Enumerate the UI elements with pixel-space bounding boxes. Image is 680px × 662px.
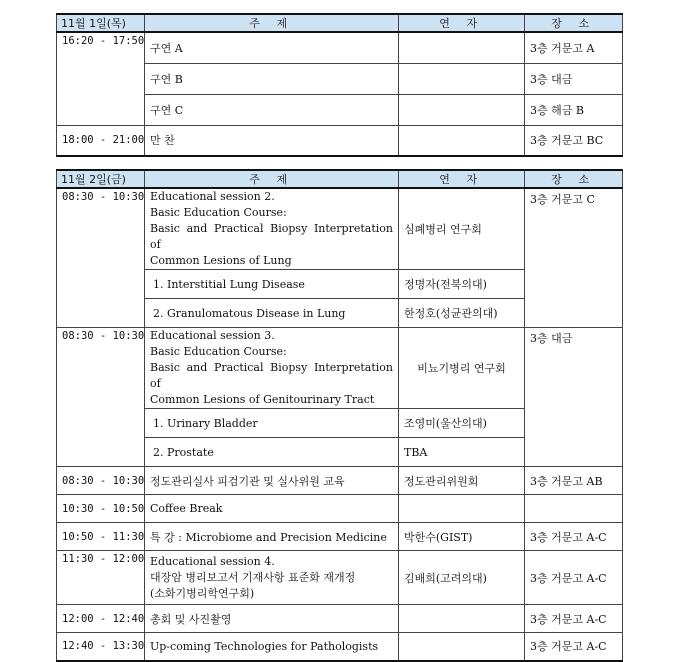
- speaker-cell: [399, 125, 525, 156]
- topic-cell: Coffee Break: [145, 495, 399, 523]
- speaker-cell: 심폐병리 연구회: [399, 188, 525, 270]
- speaker-cell: [399, 32, 525, 63]
- time-cell: 10:30 - 10:50: [57, 495, 145, 523]
- table-row: [57, 495, 623, 523]
- table-row: [57, 633, 623, 661]
- time-cell: 08:30 - 10:30: [57, 328, 145, 467]
- table-row: [57, 32, 623, 63]
- venue-cell: 3층 대금: [525, 328, 623, 467]
- speaker-header: 연 자: [399, 14, 525, 32]
- topic-line: Common Lesions of Genitourinary Tract: [150, 393, 375, 406]
- time-cell: 12:00 - 12:40: [57, 605, 145, 633]
- topic-cell: 1. Interstitial Lung Disease: [145, 270, 399, 299]
- session-topic-cell: [145, 551, 399, 605]
- topic-line: Educational session 4.: [150, 554, 275, 568]
- topic-cell: 만 찬: [145, 125, 399, 156]
- topic-cell: 1. Urinary Bladder: [145, 409, 399, 438]
- venue-cell: [525, 495, 623, 523]
- topic-line: Basic and Practical Biopsy Interpretation of: [150, 361, 393, 390]
- schedule-table-day1: [56, 13, 623, 157]
- speaker-cell: 정명자(전북의대): [399, 270, 525, 299]
- table-header: [57, 170, 623, 188]
- table-row: [57, 605, 623, 633]
- table-row: [57, 523, 623, 551]
- topic-cell: 특 강 : Microbiome and Precision Medicine: [145, 523, 399, 551]
- time-cell: 08:30 - 10:30: [57, 467, 145, 495]
- speaker-cell: [399, 605, 525, 633]
- topic-line: 대장암 병리보고서 기재사항 표준화 재개정: [150, 570, 356, 584]
- session-row: [57, 188, 623, 270]
- topic-cell: 구연 C: [145, 94, 399, 125]
- speaker-cell: 김배희(고려의대): [399, 551, 525, 605]
- venue-cell: 3층 거문고 AB: [525, 467, 623, 495]
- topic-line: Basic and Practical Biopsy Interpretation of: [150, 222, 393, 251]
- venue-cell: 3층 거문고 A-C: [525, 633, 623, 661]
- time-cell: 10:50 - 11:30: [57, 523, 145, 551]
- speaker-cell: 조영미(울산의대): [399, 409, 525, 438]
- topic-cell: 정도관리실사 피검기관 및 실사위원 교육: [145, 467, 399, 495]
- venue-cell: 3층 거문고 BC: [525, 125, 623, 156]
- venue-cell: 3층 거문고 A-C: [525, 551, 623, 605]
- speaker-cell: [399, 94, 525, 125]
- time-cell: 12:40 - 13:30: [57, 633, 145, 661]
- table-row: [57, 125, 623, 156]
- table-row: [57, 467, 623, 495]
- speaker-cell: [399, 63, 525, 94]
- venue-cell: 3층 거문고 A-C: [525, 605, 623, 633]
- table-header: [57, 14, 623, 32]
- venue-header: 장 소: [525, 170, 623, 188]
- topic-cell: 2. Prostate: [145, 438, 399, 467]
- time-cell: 11:30 - 12:00: [57, 551, 145, 605]
- topic-line: (소화기병리학연구회): [150, 586, 255, 600]
- venue-cell: 3층 거문고 C: [525, 188, 623, 328]
- time-cell: 08:30 - 10:30: [57, 188, 145, 328]
- venue-cell: 3층 해금 B: [525, 94, 623, 125]
- venue-cell: 3층 거문고 A: [525, 32, 623, 63]
- speaker-cell: TBA: [399, 438, 525, 467]
- venue-header: 장 소: [525, 14, 623, 32]
- session-topic-cell: [145, 188, 399, 270]
- topic-cell: 구연 B: [145, 63, 399, 94]
- time-cell: 18:00 - 21:00: [57, 125, 145, 156]
- venue-cell: 3층 거문고 A-C: [525, 523, 623, 551]
- speaker-cell: 박한수(GIST): [399, 523, 525, 551]
- topic-cell: 2. Granulomatous Disease in Lung: [145, 299, 399, 328]
- speaker-cell: 정도관리위원회: [399, 467, 525, 495]
- topic-line: Educational session 2.: [150, 190, 275, 203]
- speaker-header: 연 자: [399, 170, 525, 188]
- date-header: 11월 1일(목): [57, 14, 145, 32]
- schedule-table-day2: [56, 169, 623, 662]
- session-row: [57, 328, 623, 409]
- speaker-cell: [399, 633, 525, 661]
- topic-line: Basic Education Course:: [150, 345, 287, 358]
- topic-header: 주 제: [145, 170, 399, 188]
- speaker-cell: 한정호(성균관의대): [399, 299, 525, 328]
- date-header: 11월 2일(금): [57, 170, 145, 188]
- topic-header: 주 제: [145, 14, 399, 32]
- topic-cell: 구연 A: [145, 32, 399, 63]
- topic-line: Basic Education Course:: [150, 206, 287, 219]
- venue-cell: 3층 대금: [525, 63, 623, 94]
- topic-line: Educational session 3.: [150, 329, 275, 342]
- topic-cell: Up-coming Technologies for Pathologists: [145, 633, 399, 661]
- session-row: [57, 551, 623, 605]
- time-cell: 16:20 - 17:50: [57, 32, 145, 125]
- topic-line: Common Lesions of Lung: [150, 254, 292, 267]
- session-topic-cell: [145, 328, 399, 409]
- speaker-cell: [399, 495, 525, 523]
- topic-cell: 총회 및 사진촬영: [145, 605, 399, 633]
- speaker-cell: 비뇨기병리 연구회: [399, 328, 525, 409]
